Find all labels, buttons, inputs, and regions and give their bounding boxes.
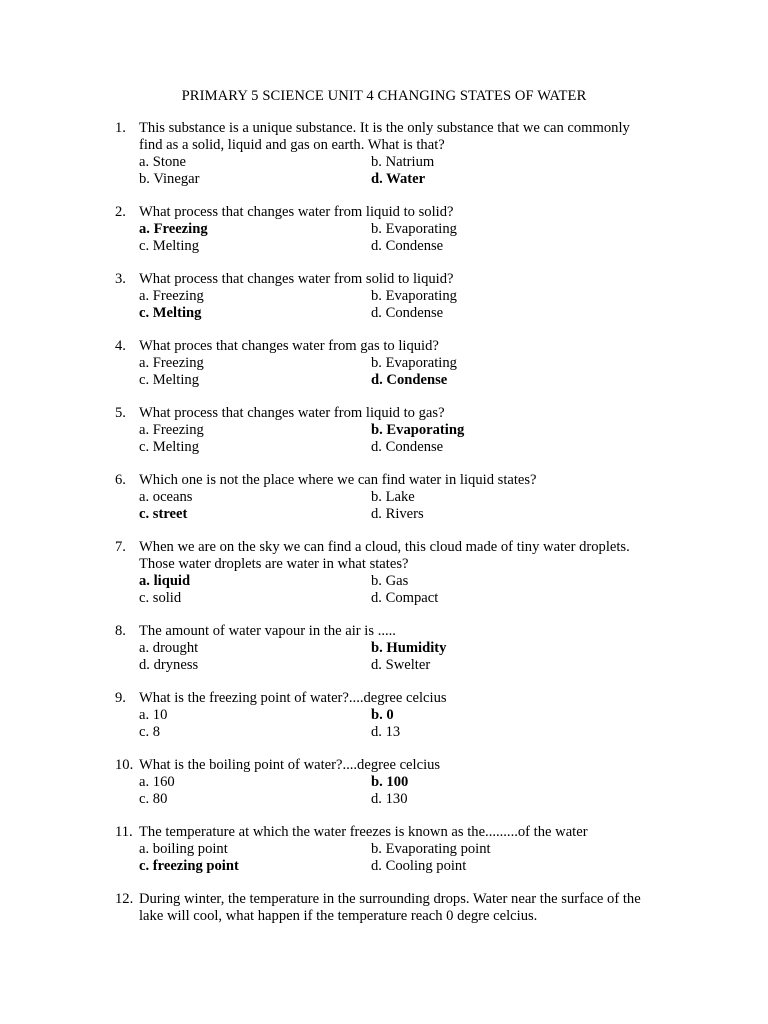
- answer-option-correct: a. Freezing: [139, 221, 208, 237]
- answer-option: a. boiling point: [139, 841, 228, 857]
- option-row: [0, 439, 768, 456]
- answer-option-correct: c. Melting: [139, 305, 202, 321]
- question-item: [0, 338, 768, 389]
- option-row: [0, 305, 768, 322]
- option-row: [0, 355, 768, 372]
- answer-option: b. Evaporating: [371, 355, 457, 371]
- answer-option: b. Vinegar: [139, 171, 200, 187]
- question-item: [0, 757, 768, 808]
- answer-option-correct: b. 100: [371, 774, 409, 790]
- answer-option: c. Melting: [139, 372, 199, 388]
- question-text-line: Which one is not the place where we can find water in liquid states?: [139, 472, 537, 488]
- option-row: [0, 707, 768, 724]
- question-number: 8.: [115, 623, 126, 639]
- question-text: [139, 120, 679, 154]
- answer-option: d. 13: [371, 724, 401, 740]
- answer-option: d. Condense: [371, 305, 444, 321]
- question-item: [0, 824, 768, 875]
- question-text: [139, 623, 679, 640]
- answer-option: c. 80: [139, 791, 168, 807]
- answer-option: b. Evaporating: [371, 288, 457, 304]
- answer-option: b. Evaporating point: [371, 841, 491, 857]
- question-item: [0, 405, 768, 456]
- question-number: 12.: [115, 891, 134, 907]
- answer-option: b. Evaporating: [371, 221, 457, 237]
- answer-option-correct: d. Condense: [371, 372, 448, 388]
- question-number: 3.: [115, 271, 126, 287]
- option-row: [0, 422, 768, 439]
- option-row: [0, 489, 768, 506]
- question-item: [0, 120, 768, 188]
- question-item: [0, 539, 768, 607]
- answer-option: a. 10: [139, 707, 168, 723]
- question-list: [0, 120, 768, 941]
- answer-option: a. 160: [139, 774, 175, 790]
- question-text-line: What process that changes water from liquid to solid?: [139, 204, 454, 220]
- answer-option: b. Gas: [371, 573, 409, 589]
- answer-option: a. Freezing: [139, 288, 204, 304]
- answer-option: c. solid: [139, 590, 182, 606]
- answer-option: d. Condense: [371, 238, 444, 254]
- question-text: [139, 472, 679, 489]
- answer-option: b. Lake: [371, 489, 415, 505]
- option-row: [0, 154, 768, 171]
- answer-option: c. 8: [139, 724, 161, 740]
- question-item: [0, 623, 768, 674]
- answer-option: a. oceans: [139, 489, 193, 505]
- question-number: 5.: [115, 405, 126, 421]
- answer-option-correct: c. freezing point: [139, 858, 239, 874]
- answer-option: d. Condense: [371, 439, 444, 455]
- answer-option: d. Cooling point: [371, 858, 467, 874]
- option-row: [0, 774, 768, 791]
- question-text-line: The amount of water vapour in the air is .....: [139, 623, 396, 639]
- answer-option: d. Compact: [371, 590, 439, 606]
- question-text-line: What is the freezing point of water?....degree celcius: [139, 690, 447, 706]
- question-text: [139, 338, 679, 355]
- question-text: [139, 891, 679, 925]
- answer-option: c. Melting: [139, 238, 199, 254]
- question-item: [0, 271, 768, 322]
- option-row: [0, 657, 768, 674]
- question-text-line: What proces that changes water from gas to liquid?: [139, 338, 439, 354]
- option-row: [0, 171, 768, 188]
- question-text-line: What process that changes water from liquid to gas?: [139, 405, 445, 421]
- question-text: [139, 405, 679, 422]
- question-text-line: find as a solid, liquid and gas on earth. What is that?: [139, 137, 445, 153]
- option-row: [0, 791, 768, 808]
- option-row: [0, 724, 768, 741]
- answer-option: a. drought: [139, 640, 199, 656]
- answer-option: c. Melting: [139, 439, 199, 455]
- question-item: [0, 472, 768, 523]
- question-text: [139, 271, 679, 288]
- answer-option: a. Freezing: [139, 355, 204, 371]
- question-number: 4.: [115, 338, 126, 354]
- option-row: [0, 372, 768, 389]
- question-text: [139, 690, 679, 707]
- option-row: [0, 858, 768, 875]
- question-text-line: During winter, the temperature in the surrounding drops. Water near the surface of the: [139, 891, 641, 907]
- answer-option: b. Natrium: [371, 154, 435, 170]
- answer-option: d. Swelter: [371, 657, 431, 673]
- question-text-line: lake will cool, what happen if the temperature reach 0 degre celcius.: [139, 908, 538, 924]
- question-item: [0, 690, 768, 741]
- question-text-line: This substance is a unique substance. It is the only substance that we can commonly: [139, 120, 630, 136]
- question-text: [139, 204, 679, 221]
- answer-option-correct: a. liquid: [139, 573, 191, 589]
- answer-option-correct: b. Humidity: [371, 640, 447, 656]
- question-text-line: What is the boiling point of water?....degree celcius: [139, 757, 441, 773]
- question-text-line: When we are on the sky we can find a cloud, this cloud made of tiny water droplets.: [139, 539, 630, 555]
- page-title: PRIMARY 5 SCIENCE UNIT 4 CHANGING STATES OF WATER: [181, 88, 587, 104]
- answer-option: d. Rivers: [371, 506, 424, 522]
- option-row: [0, 238, 768, 255]
- question-text-line: Those water droplets are water in what states?: [139, 556, 409, 572]
- question-number: 7.: [115, 539, 126, 555]
- option-row: [0, 573, 768, 590]
- answer-option-correct: d. Water: [371, 171, 426, 187]
- option-row: [0, 288, 768, 305]
- answer-option: a. Stone: [139, 154, 187, 170]
- answer-option-correct: b. Evaporating: [371, 422, 465, 438]
- option-row: [0, 640, 768, 657]
- answer-option-correct: c. street: [139, 506, 188, 522]
- option-row: [0, 841, 768, 858]
- question-number: 6.: [115, 472, 126, 488]
- option-row: [0, 506, 768, 523]
- answer-option: a. Freezing: [139, 422, 204, 438]
- option-row: [0, 221, 768, 238]
- question-number: 9.: [115, 690, 126, 706]
- question-text-line: The temperature at which the water freezes is known as the.........of the water: [139, 824, 588, 840]
- question-number: 2.: [115, 204, 126, 220]
- question-text: [139, 539, 679, 573]
- answer-option: d. 130: [371, 791, 408, 807]
- question-number: 11.: [115, 824, 133, 840]
- question-number: 1.: [115, 120, 126, 136]
- answer-option-correct: b. 0: [371, 707, 394, 723]
- question-item: [0, 204, 768, 255]
- question-number: 10.: [115, 757, 134, 773]
- question-text: [139, 824, 679, 841]
- question-text: [139, 757, 679, 774]
- option-row: [0, 590, 768, 607]
- answer-option: d. dryness: [139, 657, 199, 673]
- question-item: [0, 891, 768, 925]
- question-text-line: What process that changes water from solid to liquid?: [139, 271, 454, 287]
